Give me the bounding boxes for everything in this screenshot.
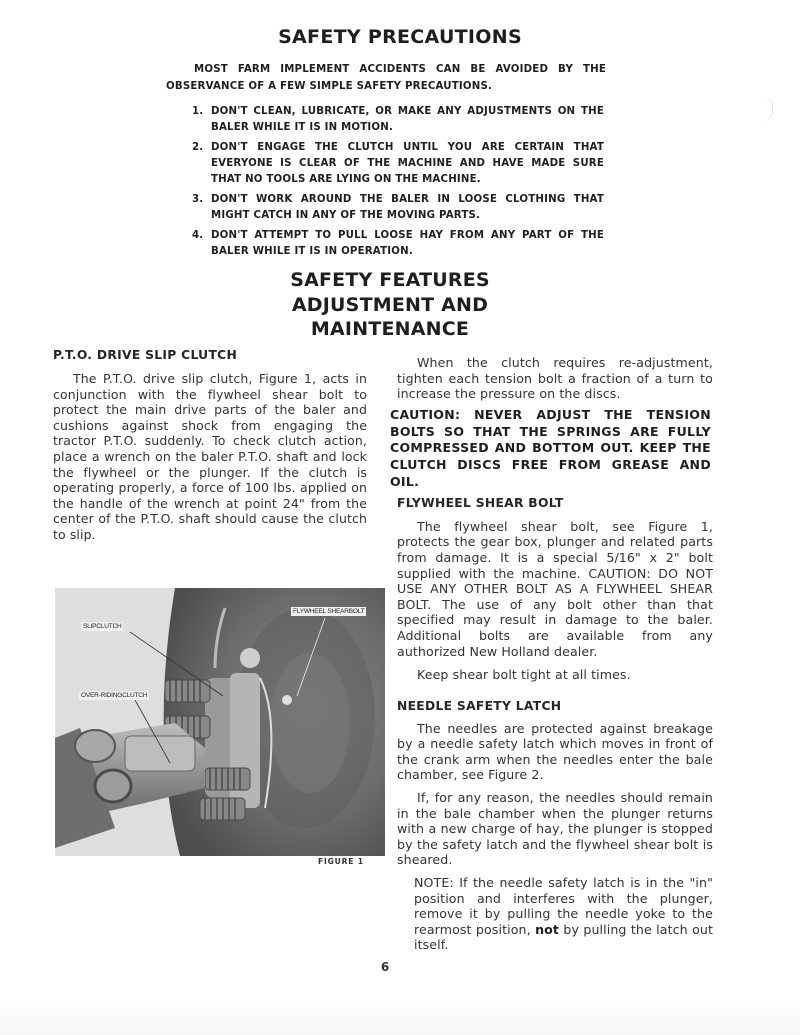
left-column	[53, 348, 367, 543]
note-emphasis: not	[535, 921, 560, 937]
readjust-paragraph: When the clutch requires re-adjustment, tighten each tension bolt a fraction of a turn to increase the pressure on the discs.	[397, 355, 713, 402]
right-column	[390, 355, 713, 953]
precaution-item	[192, 140, 604, 188]
precaution-item	[192, 228, 604, 260]
precaution-number: 4.	[192, 230, 204, 241]
precaution-text: DON'T ENGAGE THE CLUTCH UNTIL YOU ARE CERTAIN THAT EVERYONE IS CLEAR OF THE MACHINE AND HAVE MADE SURE THAT NO TOOLS ARE LYING ON THE MACHINE.	[211, 142, 604, 185]
slip-clutch-label: SLIPCLUTCH	[83, 623, 122, 630]
flywheel-paragraph: The flywheel shear bolt, see Figure 1, protects the gear box, plunger and related parts from damage. It is a special 5/16" x 2" bolt supplied with the machine. CAUTION: DO NOT USE ANY OTHER BOLT AS A FLYWHEEL SHEAR BOLT. The use of any bolt other than that specified may result in damage to the baler. Additional bolts are available from any authorized New Holland dealer.	[397, 518, 713, 659]
precaution-text: DON'T CLEAN, LUBRICATE, OR MAKE ANY ADJUSTMENTS ON THE BALER WHILE IT IS IN MOTION.	[211, 106, 604, 133]
precaution-number: 1.	[192, 106, 204, 117]
precautions-list	[192, 104, 604, 264]
figure-1-photo	[55, 588, 385, 856]
page-number: 6	[380, 960, 390, 974]
keep-tight-text: Keep shear bolt tight at all times.	[417, 667, 631, 683]
section-title-line: ADJUSTMENT AND	[291, 293, 489, 316]
needle-paragraph-2: If, for any reason, the needles should remain in the bale chamber when the plunger returns with a new charge of hay, the plunger is stopped by the safety latch and the flywheel shear bolt is sheared.	[397, 790, 713, 868]
flywheel-shear-bolt-label: FLYWHEEL SHEARBOLT	[293, 608, 365, 615]
flywheel-heading: FLYWHEEL SHEAR BOLT	[397, 495, 564, 510]
precaution-text: DON'T ATTEMPT TO PULL LOOSE HAY FROM ANY PART OF THE BALER WHILE IT IS IN OPERATION.	[211, 230, 604, 257]
intro-text: MOST FARM IMPLEMENT ACCIDENTS CAN BE AVOIDED BY THE OBSERVANCE OF A FEW SIMPLE SAFETY PRECAUTIONS.	[166, 64, 606, 92]
precaution-number: 2.	[192, 142, 204, 153]
page-title: SAFETY PRECAUTIONS	[278, 26, 522, 48]
precaution-item	[192, 192, 604, 224]
caution-text: CAUTION: NEVER ADJUST THE TENSION BOLTS SO THAT THE SPRINGS ARE FULLY COMPRESSED AND BOTTOM OUT. KEEP THE CLUTCH DISCS FREE FROM GREASE AND OIL.	[390, 406, 711, 489]
precaution-item	[192, 104, 604, 136]
needle-paragraph-1: The needles are protected against breakage by a needle safety latch which moves in front of the crank arm when the needles enter the bale chamber, see Figure 2.	[397, 720, 713, 783]
over-riding-clutch-label: OVER-RIDINGCLUTCH	[81, 692, 148, 699]
precaution-text: DON'T WORK AROUND THE BALER IN LOOSE CLOTHING THAT MIGHT CATCH IN ANY OF THE MOVING PARTS.	[211, 194, 604, 221]
needle-heading: NEEDLE SAFETY LATCH	[397, 698, 562, 713]
pto-heading: P.T.O. DRIVE SLIP CLUTCH	[53, 348, 238, 362]
figure-caption: FIGURE 1	[318, 857, 364, 866]
section-title	[0, 268, 780, 342]
note-paragraph	[414, 875, 713, 953]
note-prefix: NOTE: If the needle safety latch is in the "in" position and interferes with the plunger, remove it by pulling the needle yoke to the rearmost position,	[414, 875, 713, 937]
section-title-line: MAINTENANCE	[310, 318, 470, 340]
section-title-line: SAFETY FEATURES	[290, 269, 490, 291]
pto-paragraph: The P.T.O. drive slip clutch, Figure 1, acts in conjunction with the flywheel shear bolt to protect the main drive parts of the baler and cushions against shock from engaging the tractor P.T.O. suddenly. To check clutch action, place a wrench on the baler P.T.O. shaft and lock the flywheel or the plunger. If the clutch is operating properly, a force of 100 lbs. applied on the handle of the wrench at point 24" from the center of the P.T.O. shaft should cause the clutch to slip.	[53, 371, 367, 542]
note-suffix: by pulling the latch out itself.	[414, 921, 713, 953]
scan-edge-mark	[762, 96, 773, 122]
precaution-number: 3.	[192, 194, 204, 205]
